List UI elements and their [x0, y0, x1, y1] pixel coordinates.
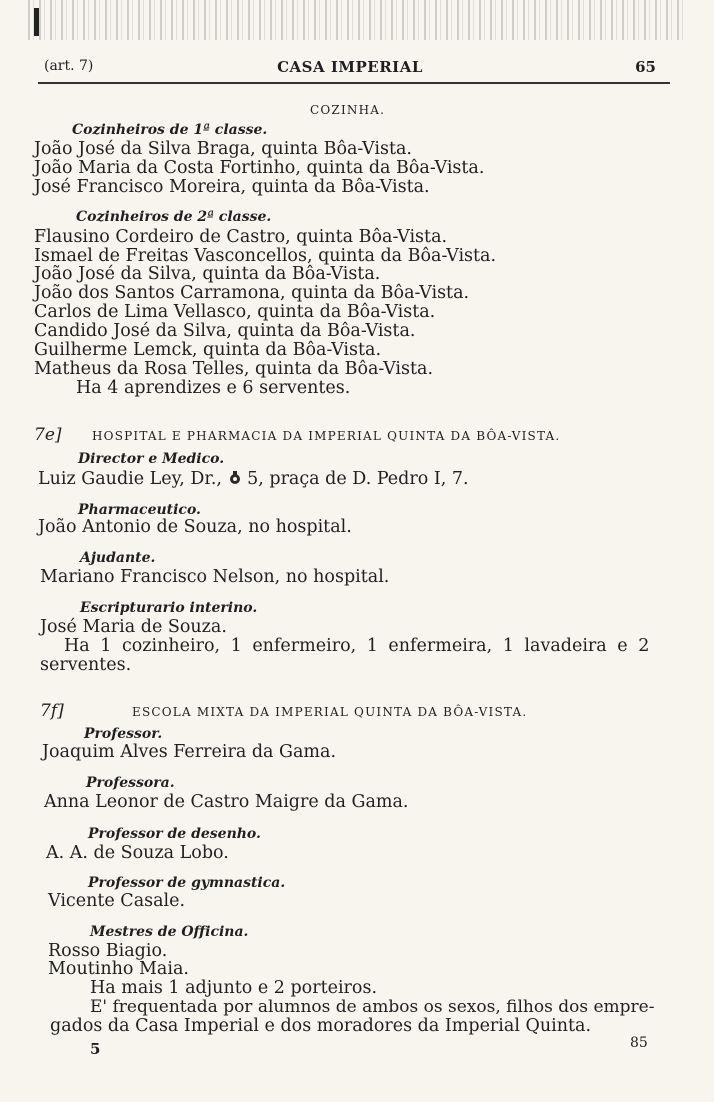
list-item: João Maria da Costa Fortinho, quinta da Bôa-Vista. — [34, 158, 485, 178]
list-item: Candido José da Silva, quinta da Bôa-Vista. — [34, 321, 416, 341]
section-mark-7f: 7f] — [40, 701, 64, 721]
list-item: Flausino Cordeiro de Castro, quinta Bôa-Vista. — [34, 227, 448, 247]
ajudante-name: Mariano Francisco Nelson, no hospital. — [40, 567, 390, 587]
escola-note-line1: Ha mais 1 adjunto e 2 porteiros. — [90, 978, 378, 998]
emblem-icon — [228, 470, 242, 486]
list-item: João José da Silva, quinta da Bôa-Vista. — [34, 264, 381, 284]
list-item: João dos Santos Carramona, quinta da Bôa-Vista. — [34, 283, 470, 303]
label-mestres: Mestres de Officina. — [90, 924, 249, 940]
list-item: Ismael de Freitas Vasconcellos, quinta da Bôa-Vista. — [34, 246, 497, 266]
list-item: Guilherme Lemck, quinta da Bôa-Vista. — [34, 340, 382, 360]
pharmaceutico-name: João Antonio de Souza, no hospital. — [38, 517, 352, 537]
cozinha-note: Ha 4 aprendizes e 6 serventes. — [76, 378, 351, 398]
subheading-cozinheiros-2: Cozinheiros de 2ª classe. — [76, 209, 272, 225]
label-professor: Professor. — [84, 726, 163, 742]
signature-mark: 5 — [90, 1040, 101, 1058]
list-item: José Francisco Moreira, quinta da Bôa-Vista. — [34, 177, 430, 197]
page-number: 65 — [635, 58, 656, 76]
escola-note-line3: gados da Casa Imperial e dos moradores da Imperial Quinta. — [50, 1016, 592, 1036]
label-ajudante: Ajudante. — [80, 550, 156, 566]
footer-number: 85 — [630, 1035, 648, 1051]
director-address: 5, praça de D. Pedro I, 7. — [247, 469, 469, 489]
section-heading-escola: ESCOLA MIXTA DA IMPERIAL QUINTA DA BÔA-VISTA. — [132, 705, 528, 719]
section-heading-hospital: HOSPITAL E PHARMACIA DA IMPERIAL QUINTA DA BÔA-VISTA. — [92, 429, 561, 443]
mestre-item: Rosso Biagio. — [48, 941, 168, 961]
professor-gymnastica-name: Vicente Casale. — [48, 891, 186, 911]
header-rule — [38, 82, 670, 84]
section-mark-7e: 7e] — [34, 425, 62, 445]
list-item: Carlos de Lima Vellasco, quinta da Bôa-Vista. — [34, 302, 436, 322]
subheading-cozinheiros-1: Cozinheiros de 1ª classe. — [72, 122, 268, 138]
escola-note-line2: E' frequentada por alumnos de ambos os sexos, filhos dos empre- — [90, 997, 655, 1017]
director-name: Luiz Gaudie Ley, Dr., — [38, 469, 222, 489]
professor-name: Joaquim Alves Ferreira da Gama. — [42, 742, 337, 762]
label-professora: Professora. — [86, 775, 175, 791]
mestre-item: Moutinho Maia. — [48, 959, 189, 979]
label-escripturario: Escripturario interino. — [80, 600, 258, 616]
label-professor-gymnastica: Professor de gymnastica. — [88, 875, 286, 891]
header-title: CASA IMPERIAL — [277, 58, 423, 76]
running-header — [44, 58, 656, 80]
professora-name: Anna Leonor de Castro Maigre da Gama. — [44, 792, 409, 812]
label-director: Director e Medico. — [78, 451, 225, 467]
header-article: (art. 7) — [44, 58, 94, 74]
section-heading-cozinha: COZINHA. — [310, 103, 386, 117]
escripturario-name: José Maria de Souza. — [40, 617, 227, 637]
scan-edge-mark — [34, 8, 39, 36]
professor-desenho-name: A. A. de Souza Lobo. — [46, 843, 229, 863]
hospital-note-line2: serventes. — [40, 655, 132, 675]
label-pharmaceutico: Pharmaceutico. — [78, 502, 201, 518]
director-line — [38, 470, 469, 489]
hospital-note-line1: Ha 1 cozinheiro, 1 enfermeiro, 1 enfermeira, 1 lavadeira e 2 — [64, 636, 650, 656]
list-item: Matheus da Rosa Telles, quinta da Bôa-Vista. — [34, 359, 434, 379]
scan-noise — [28, 0, 688, 40]
list-item: João José da Silva Braga, quinta Bôa-Vista. — [34, 139, 412, 159]
label-professor-desenho: Professor de desenho. — [88, 826, 261, 842]
